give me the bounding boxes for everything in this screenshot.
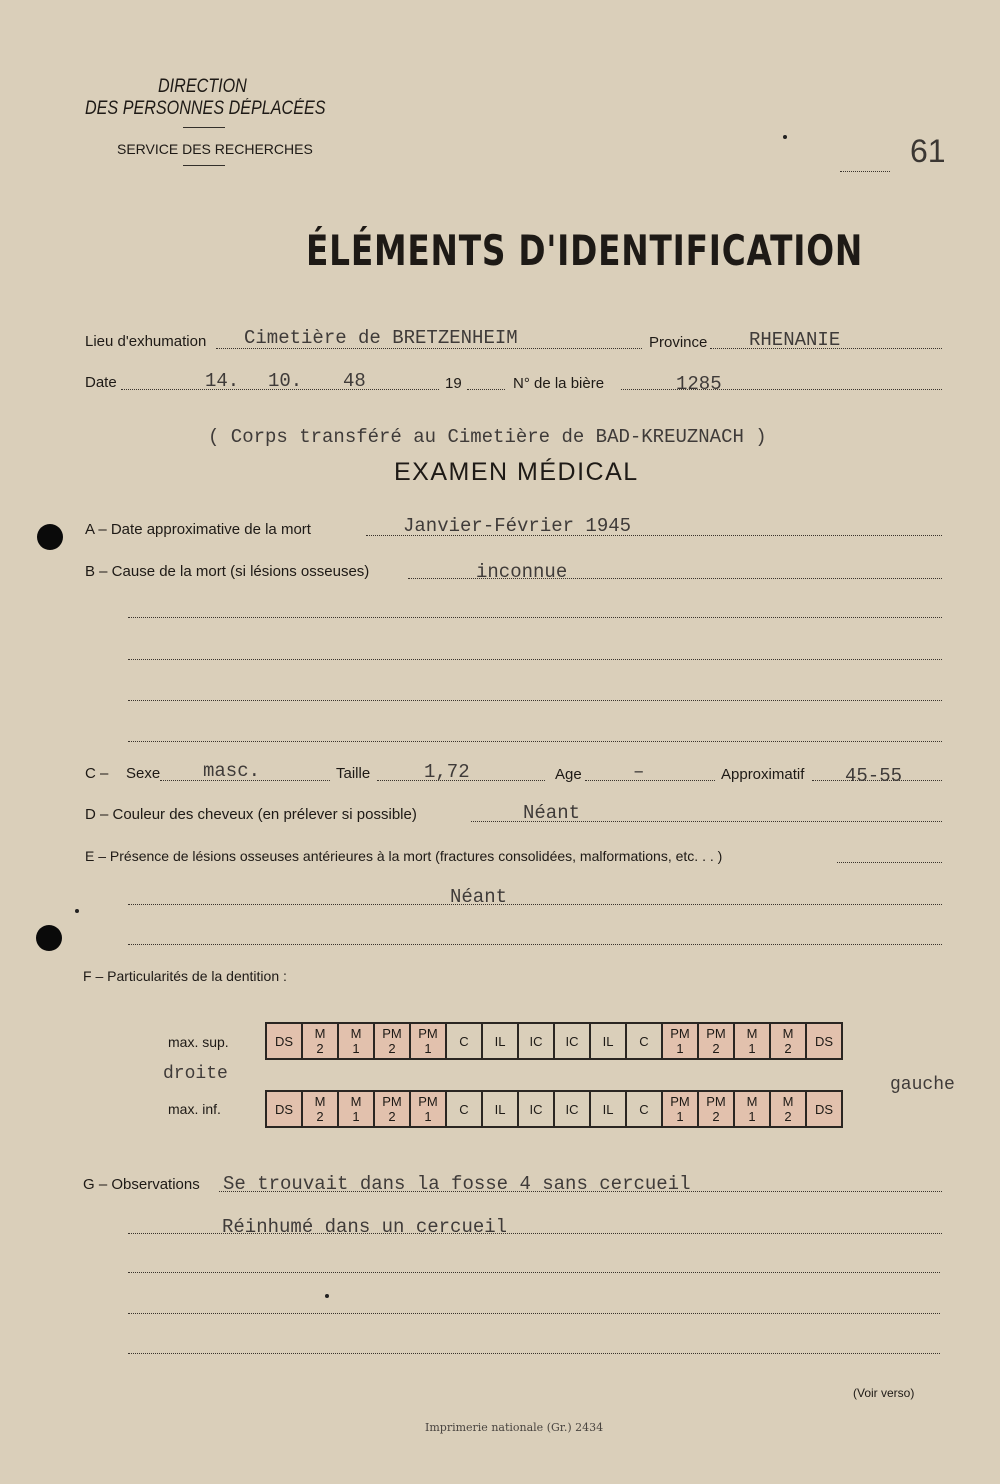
page-number-dots <box>840 171 890 172</box>
tooth-index: 2 <box>316 1109 324 1124</box>
org-line-2: DES PERSONNES DÉPLACÉES <box>85 98 326 119</box>
section-e-dots <box>837 862 942 863</box>
page-title: ÉLÉMENTS D'IDENTIFICATION <box>306 226 864 275</box>
lower-tooth-cell <box>338 1091 374 1127</box>
tooth-code: M <box>350 1026 362 1041</box>
lower-tooth-cell <box>770 1091 806 1127</box>
upper-tooth-cell <box>806 1023 842 1059</box>
section-g-label: G – Observations <box>83 1176 200 1193</box>
lower-tooth-cell <box>302 1091 338 1127</box>
tooth-code: PM <box>706 1094 726 1109</box>
tooth-code: DS <box>814 1033 834 1049</box>
tooth-code: PM <box>706 1026 726 1041</box>
tooth-index: 1 <box>424 1109 432 1124</box>
section-e-line-3 <box>128 944 942 945</box>
lower-tooth-cell <box>266 1091 302 1127</box>
tooth-code: IL <box>494 1033 506 1049</box>
upper-tooth-cell <box>734 1023 770 1059</box>
max-sup-label: max. sup. <box>168 1034 229 1050</box>
ink-speck <box>783 135 787 139</box>
date-year: 48 <box>343 370 366 392</box>
lower-tooth-cell <box>482 1091 518 1127</box>
section-e-value: Néant <box>450 886 508 908</box>
tooth-code: IL <box>494 1101 506 1117</box>
upper-tooth-cell <box>338 1023 374 1059</box>
tooth-code: PM <box>670 1026 690 1041</box>
tooth-code: C <box>639 1033 649 1049</box>
section-b-extra-dots <box>128 617 942 618</box>
lieu-label: Lieu d'exhumation <box>85 333 207 350</box>
droite-label: droite <box>163 1064 228 1084</box>
age-label: Age <box>555 766 582 783</box>
tooth-code: IC <box>565 1101 579 1117</box>
tooth-index: 2 <box>712 1041 720 1056</box>
upper-tooth-cell <box>302 1023 338 1059</box>
biere-dots <box>621 389 942 390</box>
upper-tooth-cell <box>374 1023 410 1059</box>
tooth-code: C <box>459 1033 469 1049</box>
tooth-index: 2 <box>784 1041 792 1056</box>
biere-label: N° de la bière <box>513 375 605 392</box>
upper-tooth-cell <box>662 1023 698 1059</box>
date-day: 14. <box>205 370 240 392</box>
tooth-code: M <box>782 1026 794 1041</box>
upper-tooth-cell <box>410 1023 446 1059</box>
header-divider <box>183 127 225 128</box>
gauche-label: gauche <box>890 1075 955 1095</box>
imprimerie-line: Imprimerie nationale (Gr.) 2434 <box>425 1421 604 1434</box>
tooth-index: 1 <box>424 1041 432 1056</box>
section-b-value: inconnue <box>476 561 568 583</box>
taille-value: 1,72 <box>424 761 470 783</box>
taille-label: Taille <box>336 765 371 782</box>
sexe-value: masc. <box>203 760 261 782</box>
lower-teeth-table <box>265 1090 843 1128</box>
tooth-code: IC <box>529 1033 543 1049</box>
transfer-note: ( Corps transféré au Cimetière de BAD-KREUZNACH ) <box>208 426 767 448</box>
upper-tooth-cell <box>698 1023 734 1059</box>
upper-tooth-cell <box>590 1023 626 1059</box>
tooth-code: IL <box>602 1101 614 1117</box>
tooth-code: C <box>459 1101 469 1117</box>
lower-tooth-cell <box>518 1091 554 1127</box>
tooth-index: 1 <box>748 1041 756 1056</box>
section-f-label: F – Particularités de la dentition : <box>83 968 287 984</box>
province-value: RHENANIE <box>749 329 841 351</box>
section-e-line-2 <box>128 904 942 905</box>
upper-tooth-cell <box>446 1023 482 1059</box>
lower-tooth-cell <box>446 1091 482 1127</box>
punch-hole-top <box>37 524 63 550</box>
section-g-value-1: Se trouvait dans la fosse 4 sans cercueil <box>223 1173 691 1195</box>
section-e-label: E – Présence de lésions osseuses antérieures à la mort (fractures consolidées, malformations, etc. . . ) <box>85 848 723 864</box>
date-label: Date <box>85 374 117 391</box>
section-g-line-5 <box>128 1353 940 1354</box>
tooth-code: M <box>314 1026 326 1041</box>
max-inf-label: max. inf. <box>168 1101 221 1117</box>
upper-tooth-cell <box>554 1023 590 1059</box>
biere-value: 1285 <box>676 373 722 395</box>
tooth-index: 2 <box>388 1109 396 1124</box>
section-a-value: Janvier-Février 1945 <box>403 515 632 537</box>
upper-tooth-cell <box>518 1023 554 1059</box>
voir-verso: (Voir verso) <box>853 1386 915 1400</box>
century-dots <box>467 389 505 390</box>
section-c-letter: C – <box>85 765 109 782</box>
tooth-code: M <box>314 1094 326 1109</box>
section-d-label: D – Couleur des cheveux (en prélever si possible) <box>85 806 417 823</box>
approx-value: 45-55 <box>845 765 903 787</box>
section-b-extra-dots <box>128 700 942 701</box>
tooth-index: 2 <box>784 1109 792 1124</box>
section-g-line-2 <box>128 1233 942 1234</box>
lower-tooth-cell <box>734 1091 770 1127</box>
tooth-code: DS <box>274 1101 294 1117</box>
lower-tooth-cell <box>554 1091 590 1127</box>
tooth-code: M <box>746 1026 758 1041</box>
tooth-code: PM <box>670 1094 690 1109</box>
ink-speck <box>75 909 79 913</box>
service-line: SERVICE DES RECHERCHES <box>117 141 313 157</box>
upper-teeth-table <box>265 1022 843 1060</box>
section-d-value: Néant <box>523 802 581 824</box>
upper-tooth-cell <box>770 1023 806 1059</box>
tooth-code: M <box>350 1094 362 1109</box>
tooth-index: 1 <box>676 1041 684 1056</box>
lower-tooth-cell <box>626 1091 662 1127</box>
lower-tooth-cell <box>410 1091 446 1127</box>
lower-tooth-cell <box>662 1091 698 1127</box>
tooth-code: PM <box>382 1094 402 1109</box>
date-month: 10. <box>268 370 303 392</box>
header-divider <box>183 165 225 166</box>
lower-tooth-cell <box>590 1091 626 1127</box>
century-label: 19 <box>445 375 462 392</box>
tooth-code: DS <box>814 1101 834 1117</box>
tooth-code: PM <box>418 1094 438 1109</box>
lower-tooth-cell <box>698 1091 734 1127</box>
lower-tooth-cell <box>806 1091 842 1127</box>
section-a-label: A – Date approximative de la mort <box>85 521 311 538</box>
section-g-line-3 <box>128 1272 940 1273</box>
tooth-index: 2 <box>316 1041 324 1056</box>
tooth-index: 1 <box>352 1041 360 1056</box>
tooth-code: IC <box>529 1101 543 1117</box>
tooth-code: DS <box>274 1033 294 1049</box>
tooth-code: IL <box>602 1033 614 1049</box>
approx-label: Approximatif <box>721 766 805 783</box>
tooth-index: 2 <box>388 1041 396 1056</box>
tooth-index: 1 <box>748 1109 756 1124</box>
tooth-code: PM <box>382 1026 402 1041</box>
tooth-code: PM <box>418 1026 438 1041</box>
province-label: Province <box>649 334 708 351</box>
tooth-code: IC <box>565 1033 579 1049</box>
age-value: – <box>633 761 645 783</box>
section-g-line-4 <box>128 1313 940 1314</box>
tooth-index: 1 <box>676 1109 684 1124</box>
upper-tooth-cell <box>266 1023 302 1059</box>
page-number: 61 <box>910 133 946 169</box>
section-g-value-2: Réinhumé dans un cercueil <box>222 1216 508 1238</box>
tooth-code: M <box>782 1094 794 1109</box>
punch-hole-bottom <box>36 925 62 951</box>
tooth-index: 2 <box>712 1109 720 1124</box>
upper-tooth-cell <box>626 1023 662 1059</box>
exam-title: EXAMEN MÉDICAL <box>394 458 639 486</box>
tooth-code: C <box>639 1101 649 1117</box>
section-b-label: B – Cause de la mort (si lésions osseuses) <box>85 563 370 580</box>
tooth-index: 1 <box>352 1109 360 1124</box>
lieu-value: Cimetière de BRETZENHEIM <box>244 327 518 349</box>
org-line-1: DIRECTION <box>158 76 247 97</box>
ink-speck <box>325 1294 329 1298</box>
sexe-label: Sexe <box>126 765 161 782</box>
lower-tooth-cell <box>374 1091 410 1127</box>
section-b-extra-dots <box>128 741 942 742</box>
upper-tooth-cell <box>482 1023 518 1059</box>
age-dots <box>585 780 715 781</box>
section-b-extra-dots <box>128 659 942 660</box>
tooth-code: M <box>746 1094 758 1109</box>
